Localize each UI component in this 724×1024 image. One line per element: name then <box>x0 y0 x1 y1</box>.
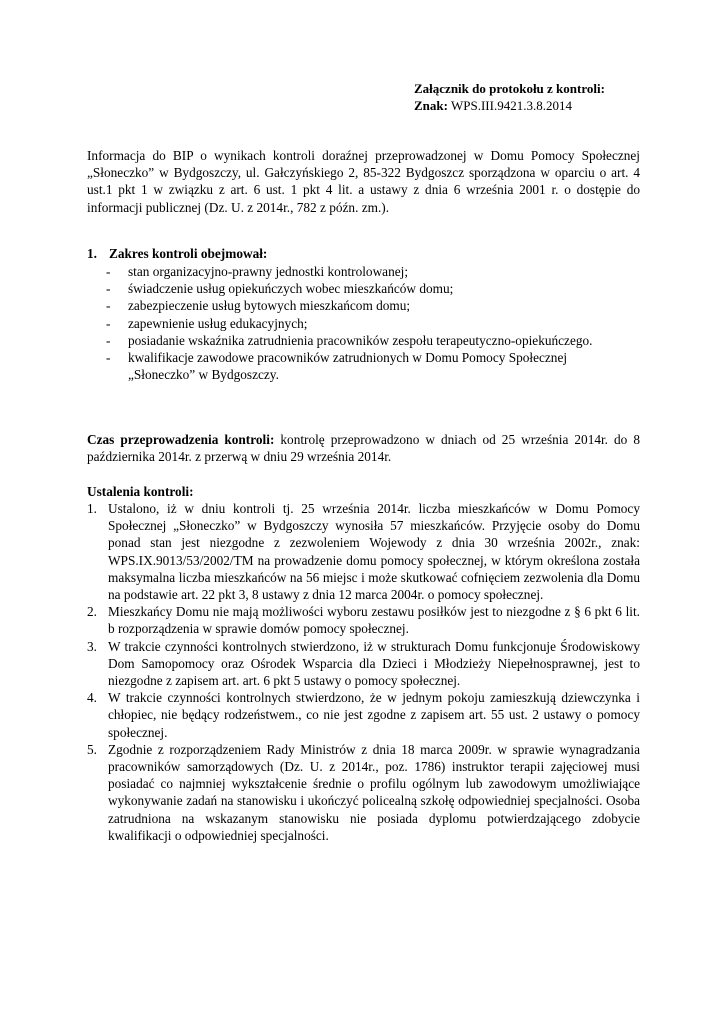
reference-sign <box>414 97 605 114</box>
reference-value: WPS.III.9421.3.8.2014 <box>447 98 572 113</box>
finding-text: W trakcie czynności kontrolnych stwierdzono, iż w strukturach Domu funkcjonuje Środowiskowy Dom Samopomocy oraz Ośrodek Wsparcia dla Dzieci i Młodzieży Niepełnosprawnej, jest to niezgodne z zapisem art. art. 6 pkt 5 ustawy o pomocy społecznej. <box>108 638 640 689</box>
finding-item <box>87 689 640 741</box>
inspection-period-label: Czas przeprowadzenia kontroli: <box>87 432 275 447</box>
inspection-period-paragraph <box>87 431 640 465</box>
scope-list <box>106 263 626 383</box>
list-item: - zapewnienie usług edukacyjnych; <box>106 315 626 332</box>
finding-text: Mieszkańcy Domu nie mają możliwości wyboru zestawu posiłków jest to niezgodne z § 6 pkt 6 lit. b rozporządzenia w sprawie domów pomocy społecznej. <box>108 604 640 637</box>
findings-heading: Ustalenia kontroli: <box>87 484 194 499</box>
findings-list <box>87 500 640 844</box>
finding-number: 5. <box>87 741 97 757</box>
section-scope-heading <box>87 245 640 262</box>
list-item: - stan organizacyjno-prawny jednostki kontrolowanej; <box>106 263 626 280</box>
reference-label: Znak: <box>414 98 448 113</box>
finding-item <box>87 741 640 844</box>
finding-text: Zgodnie z rozporządzeniem Rady Ministrów z dnia 18 marca 2009r. w sprawie wynagradzania pracowników samorządowych (Dz. U. z 2014r., poz. 1786) instruktor terapii zajęciowej musi posiadać co najmniej wykształcenie średnie o profilu ogólnym lub zawodowym umożliwiające wykonywanie zadań na stanowisku i ukończyć policealną szkołę odpowiedniej specjalności. Osoba zatrudniona na wskazanym stanowisku nie posiada dyplomu potwierdzającego zdobycie kwalifikacji o odpowiedniej specjalności. <box>108 741 640 843</box>
finding-item <box>87 603 640 637</box>
attachment-header <box>414 80 605 114</box>
finding-number: 1. <box>87 501 97 516</box>
list-item: - świadczenie usług opiekuńczych wobec mieszkańców domu; <box>106 280 626 297</box>
section-title: Zakres kontroli obejmował: <box>109 246 268 261</box>
list-item: - zabezpieczenie usług bytowych mieszkańcom domu; <box>106 297 626 314</box>
section-number: 1. <box>87 246 97 261</box>
attachment-title: Załącznik do protokołu z kontroli: <box>414 81 605 96</box>
finding-item <box>87 500 640 603</box>
finding-number: 3. <box>87 638 97 654</box>
list-item: - posiadanie wskaźnika zatrudnienia pracowników zespołu terapeutyczno-opiekuńczego. <box>106 332 626 349</box>
inspection-period-text: kontrolę przeprowadzono w dniach od 25 września 2014r. do 8 października 2014r. z przerwą w dniu 29 września 2014r. <box>87 432 641 465</box>
finding-text: Ustalono, iż w dniu kontroli tj. 25 września 2014r. liczba mieszkańców w Domu Pomocy Społecznej „Słoneczko” w Bydgoszczy wynosiła 57 mieszkańców. Przyjęcie osoby do Domu ponad stan jest niezgodne z zezwoleniem Wojewody z dnia 30 września 2002r., znak: WPS.IX.9013/53/2002/TM na prowadzenie domu pomocy społecznej, w którym określona została maksymalna liczba mieszkańców na 56 miejsc i może skutkować cofnięciem zezwolenia dla Domu na podstawie art. 22 pkt 3, 8 ustawy z dnia 12 marca 2004r. o pomocy społecznej. <box>108 501 640 603</box>
finding-item <box>87 638 640 690</box>
finding-number: 4. <box>87 690 97 706</box>
finding-text: W trakcie czynności kontrolnych stwierdzono, że w jednym pokoju zamieszkują dziewczynka i chłopiec, nie będący rodzeństwem., co nie jest zgodne z zapisem art. 55 ust. 2 ustawy o pomocy społecznej. <box>108 690 640 740</box>
finding-number: 2. <box>87 604 97 620</box>
intro-paragraph: Informacja do BIP o wynikach kontroli doraźnej przeprowadzonej w Domu Pomocy Społecznej „Słoneczko” w Bydgoszczy, ul. Gałczyńskiego 2, 85-322 Bydgoszcz sporządzona w oparciu o art. 4 ust.1 pkt 1 w związku z art. 6 ust. 1 pkt 4 lit. a ustawy z dnia 6 września 2001 r. o dostępie do informacji publicznej (Dz. U. z 2014r., 782 z późn. zm.). <box>87 148 640 215</box>
list-item: - kwalifikacje zawodowe pracowników zatrudnionych w Domu Pomocy Społecznej „Słoneczko” w Bydgoszczy. <box>106 349 626 383</box>
